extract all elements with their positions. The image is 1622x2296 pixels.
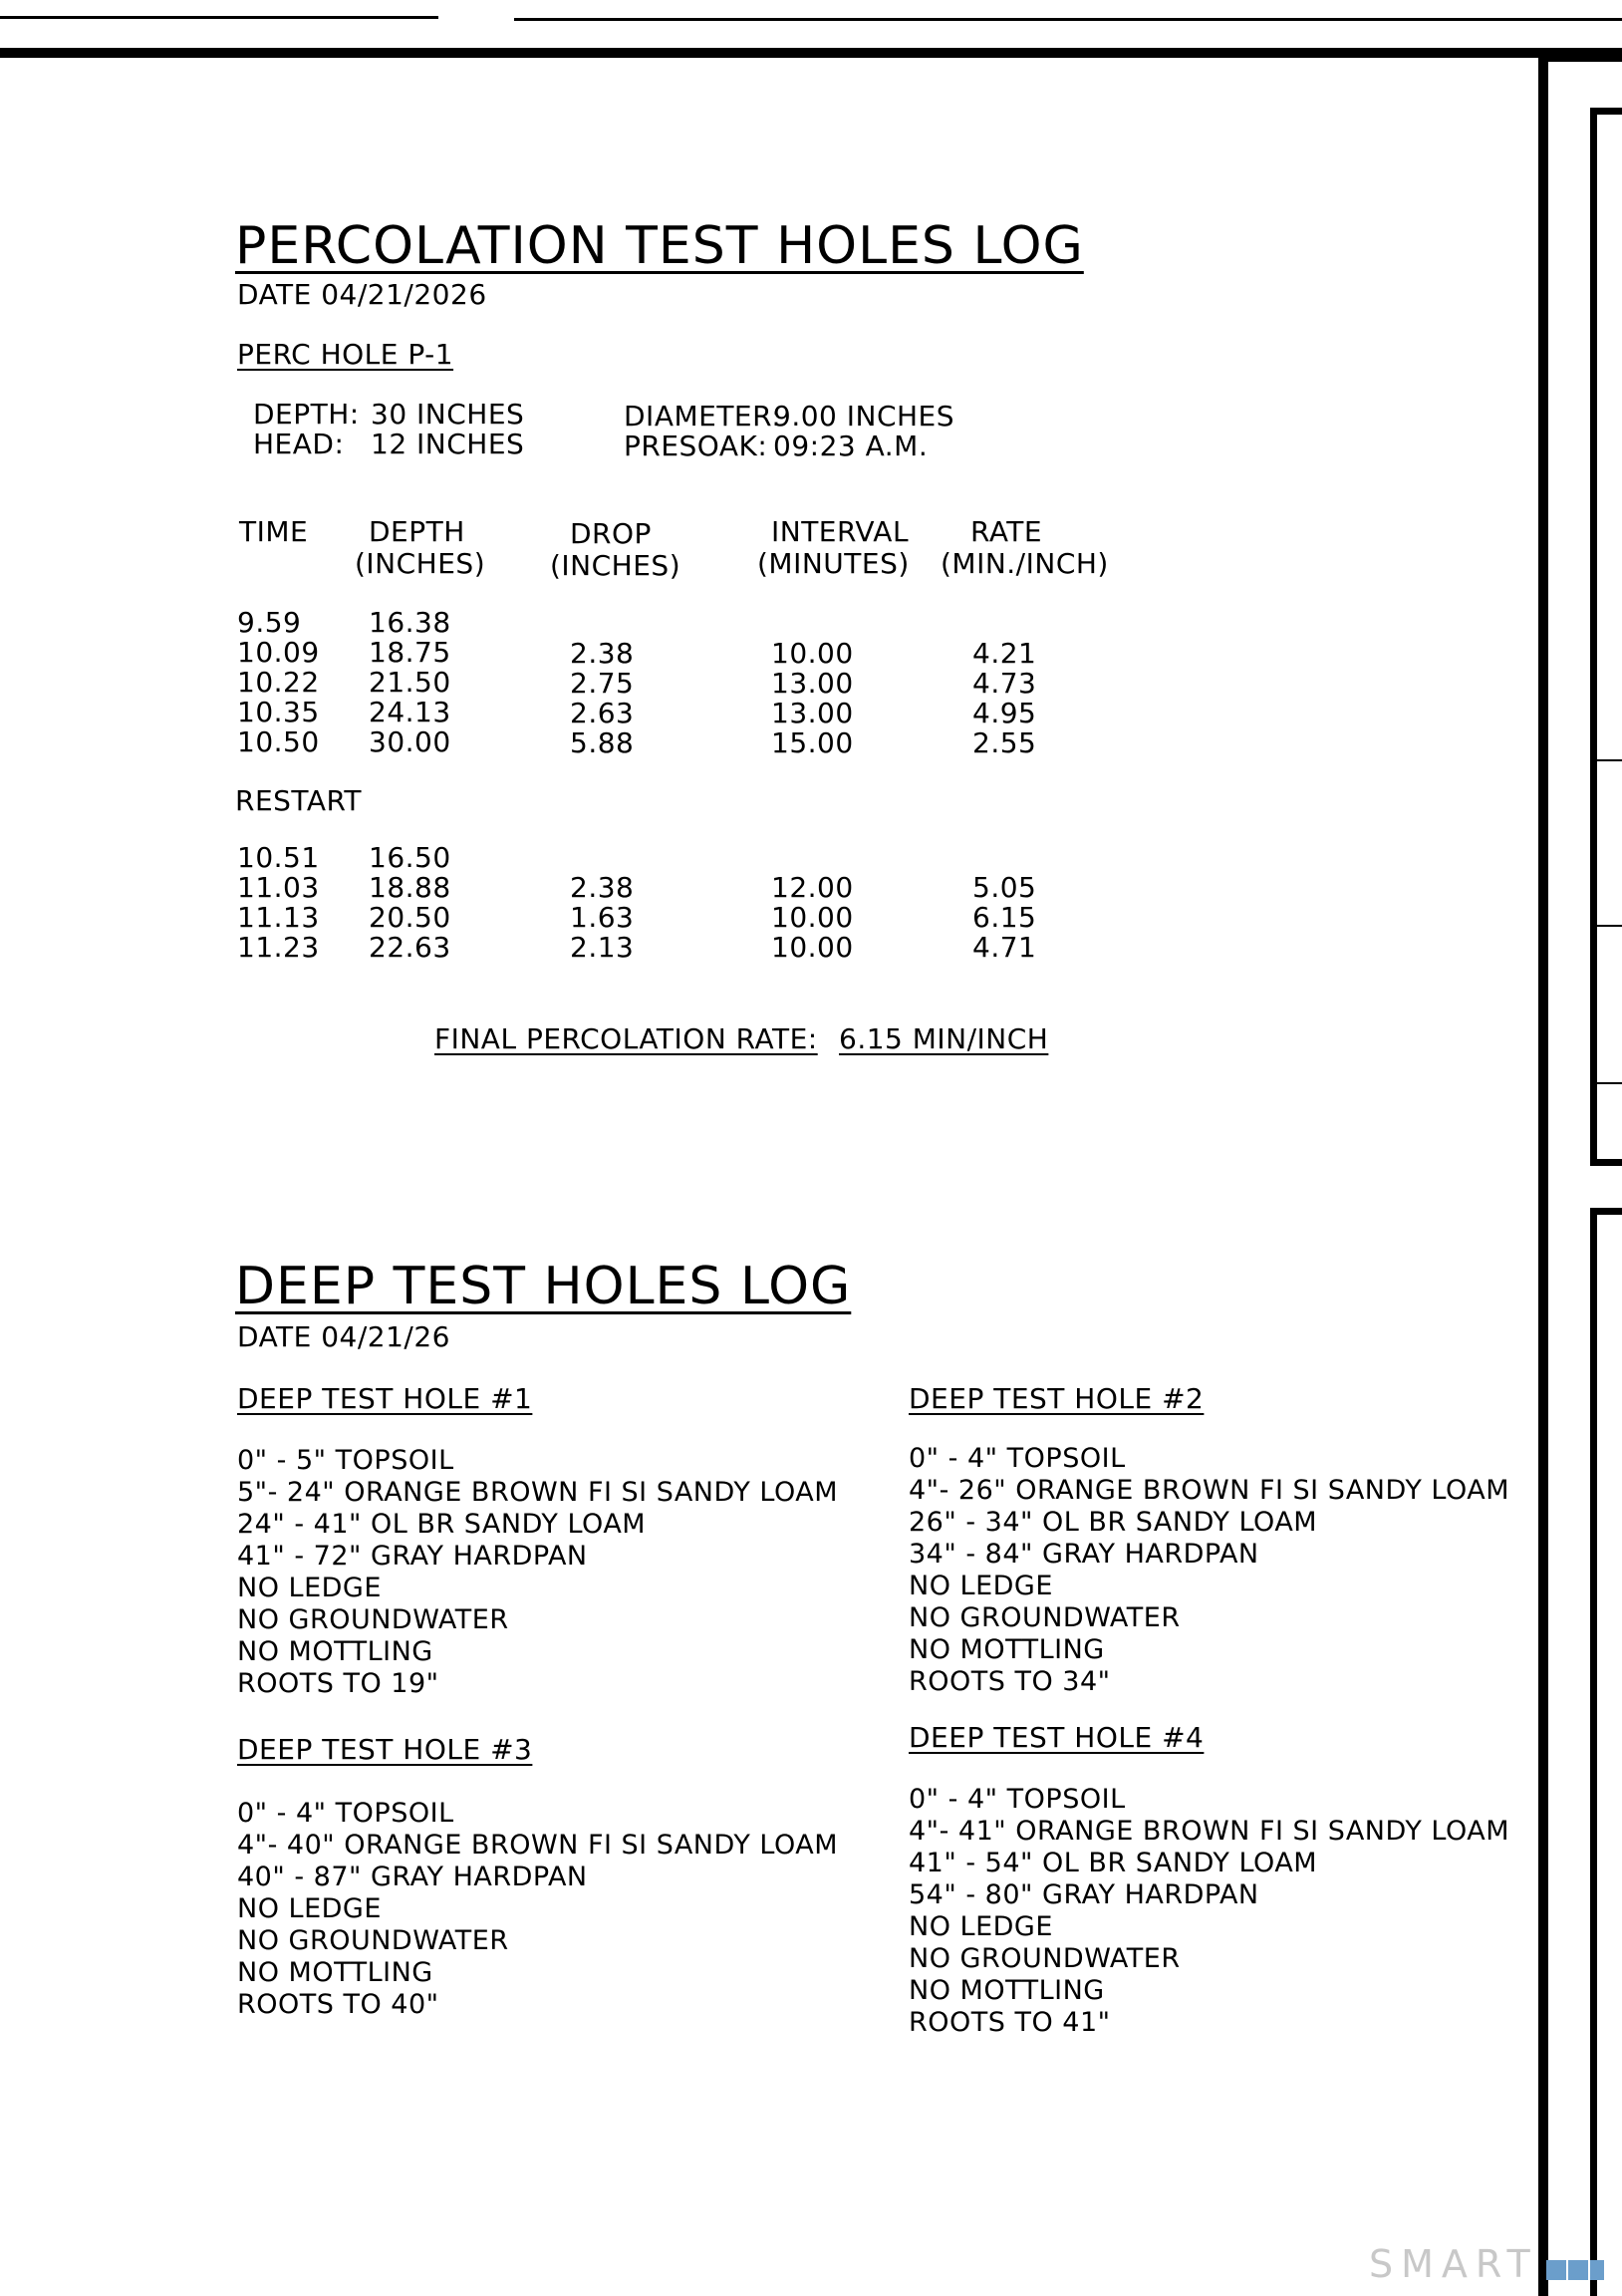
table-cell: 10.35 [237, 696, 320, 728]
perc-title: PERCOLATION TEST HOLES LOG [235, 216, 1084, 276]
table-cell: 2.63 [570, 697, 635, 729]
header-drop: DROP [570, 517, 652, 550]
readings-2-depth-col [369, 843, 451, 963]
top-short-rule-right [514, 18, 1622, 21]
table-cell: 4.71 [972, 931, 1037, 964]
deep-hole-1-title: DEEP TEST HOLE #1 [237, 1382, 533, 1415]
list-item: 0" - 4" TOPSOIL [909, 1443, 1126, 1474]
table-cell: 18.75 [369, 636, 451, 669]
table-cell: 10.00 [771, 637, 854, 670]
table-cell: 10.50 [237, 725, 320, 758]
list-item: ROOTS TO 34" [909, 1666, 1111, 1697]
table-cell [972, 843, 1036, 873]
table-cell: 9.59 [237, 606, 302, 639]
list-item: 40" - 87" GRAY HARDPAN [237, 1862, 588, 1892]
table-cell: 4.21 [972, 637, 1037, 670]
list-item: 26" - 34" OL BR SANDY LOAM [909, 1507, 1318, 1538]
table-cell: 10.00 [771, 901, 854, 934]
header-depth: DEPTH [369, 515, 465, 548]
head-value: 12 INCHES [371, 428, 525, 460]
right-border-rule [1538, 56, 1548, 2296]
table-cell: 4.73 [972, 667, 1037, 700]
presoak-label: PRESOAK: [624, 430, 768, 462]
table-cell [771, 843, 854, 873]
readings-1-time-col [237, 608, 320, 757]
deep-hole-3-title: DEEP TEST HOLE #3 [237, 1733, 533, 1766]
head-label: HEAD: [253, 428, 345, 460]
readings-1-depth-col [369, 608, 451, 757]
table-cell: 18.88 [369, 871, 451, 904]
list-item: NO GROUNDWATER [909, 1943, 1181, 1974]
list-item: 54" - 80" GRAY HARDPAN [909, 1879, 1259, 1910]
table-cell: 21.50 [369, 666, 451, 699]
watermark-logo-square-1 [1546, 2260, 1566, 2280]
table-cell: 11.13 [237, 901, 320, 934]
list-item: NO MOTTLING [237, 1957, 433, 1988]
table-cell: 2.55 [972, 726, 1037, 759]
table-cell: 10.09 [237, 636, 320, 669]
table-cell: 20.50 [369, 901, 451, 934]
watermark-logo-square-3 [1590, 2260, 1604, 2280]
list-item: NO MOTTLING [909, 1634, 1105, 1665]
list-item: NO MOTTLING [909, 1975, 1105, 2006]
table-cell: 13.00 [771, 697, 854, 729]
final-rate-value: 6.15 MIN/INCH [839, 1022, 1049, 1055]
readings-1-drop-col [570, 609, 634, 758]
table-cell [570, 609, 634, 639]
header-interval: INTERVAL [771, 515, 910, 548]
list-item: ROOTS TO 40" [237, 1989, 439, 2020]
table-cell: 15.00 [771, 726, 854, 759]
smart-mls-watermark: SMART [1369, 2242, 1538, 2286]
list-item: 0" - 4" TOPSOIL [909, 1784, 1126, 1815]
deep-hole-4-log [909, 1784, 1509, 2039]
watermark-logo-square-2 [1568, 2260, 1588, 2280]
title-block-bracket-1-side [1590, 108, 1597, 1166]
readings-2-drop-col [570, 843, 634, 963]
list-item: NO GROUNDWATER [237, 1604, 509, 1635]
list-item: 41" - 72" GRAY HARDPAN [237, 1541, 588, 1572]
restart-label: RESTART [235, 784, 363, 817]
top-border-rule [0, 48, 1622, 58]
list-item: NO MOTTLING [237, 1636, 433, 1667]
readings-1-interval-col [771, 609, 854, 758]
table-cell: 2.38 [570, 871, 635, 904]
table-cell: 4.95 [972, 697, 1037, 729]
header-depth-unit: (INCHES) [355, 547, 486, 580]
perc-hole-title: PERC HOLE P-1 [237, 338, 454, 371]
header-time: TIME [239, 515, 309, 548]
diameter-value: 9.00 INCHES [773, 400, 955, 432]
diameter-label: DIAMETER: [624, 400, 782, 432]
deep-hole-4-title: DEEP TEST HOLE #4 [909, 1721, 1205, 1754]
table-cell: 2.38 [570, 637, 635, 670]
table-cell: 10.22 [237, 666, 320, 699]
table-cell [570, 843, 634, 873]
table-cell: 13.00 [771, 667, 854, 700]
title-block-bracket-2-side [1590, 1208, 1597, 2296]
presoak-value: 09:23 A.M. [773, 430, 929, 462]
list-item: NO LEDGE [909, 1911, 1053, 1942]
header-rate-unit: (MIN./INCH) [941, 547, 1109, 580]
readings-2-time-col [237, 843, 320, 963]
list-item: 4"- 41" ORANGE BROWN FI SI SANDY LOAM [909, 1816, 1510, 1847]
table-cell: 10.00 [771, 931, 854, 964]
table-cell: 2.13 [570, 931, 635, 964]
table-cell: 5.05 [972, 871, 1037, 904]
readings-2-interval-col [771, 843, 854, 963]
list-item: NO LEDGE [909, 1571, 1053, 1601]
list-item: 34" - 84" GRAY HARDPAN [909, 1539, 1259, 1570]
table-cell: 16.50 [369, 841, 451, 874]
deep-hole-2-log [909, 1443, 1509, 1698]
header-drop-unit: (INCHES) [550, 549, 681, 582]
table-cell [771, 609, 854, 639]
table-cell: 30.00 [369, 725, 451, 758]
top-short-rule-left [0, 16, 438, 19]
title-block-bracket-1-bottom [1590, 1159, 1622, 1166]
table-cell: 5.88 [570, 726, 635, 759]
list-item: 41" - 54" OL BR SANDY LOAM [909, 1848, 1318, 1878]
depth-value: 30 INCHES [371, 398, 525, 430]
list-item: 0" - 4" TOPSOIL [237, 1798, 454, 1829]
list-item: NO GROUNDWATER [237, 1925, 509, 1956]
table-cell: 22.63 [369, 931, 451, 964]
deep-title: DEEP TEST HOLES LOG [235, 1257, 852, 1316]
list-item: NO LEDGE [237, 1893, 382, 1924]
list-item: 4"- 26" ORANGE BROWN FI SI SANDY LOAM [909, 1475, 1510, 1506]
deep-date: DATE 04/21/26 [237, 1320, 450, 1353]
depth-label: DEPTH: [253, 398, 360, 430]
readings-2-rate-col [972, 843, 1036, 963]
deep-hole-2-title: DEEP TEST HOLE #2 [909, 1382, 1205, 1415]
table-cell: 2.75 [570, 667, 635, 700]
table-cell: 11.23 [237, 931, 320, 964]
list-item: NO GROUNDWATER [909, 1602, 1181, 1633]
readings-1-rate-col [972, 609, 1036, 758]
header-rate: RATE [970, 515, 1043, 548]
table-cell: 1.63 [570, 901, 635, 934]
deep-hole-3-log [237, 1798, 838, 2021]
table-cell: 10.51 [237, 841, 320, 874]
table-cell: 24.13 [369, 696, 451, 728]
title-block-tick-2 [1596, 925, 1622, 927]
title-block-tick-3 [1596, 1082, 1622, 1084]
header-interval-unit: (MINUTES) [757, 547, 910, 580]
table-cell: 12.00 [771, 871, 854, 904]
table-cell: 11.03 [237, 871, 320, 904]
right-border-cap [1538, 56, 1622, 62]
table-cell: 16.38 [369, 606, 451, 639]
list-item: 24" - 41" OL BR SANDY LOAM [237, 1509, 647, 1540]
deep-hole-1-log [237, 1445, 838, 1700]
list-item: NO LEDGE [237, 1573, 382, 1603]
table-cell: 6.15 [972, 901, 1037, 934]
perc-date: DATE 04/21/2026 [237, 278, 487, 311]
list-item: ROOTS TO 19" [237, 1668, 439, 1699]
final-rate-label: FINAL PERCOLATION RATE: [434, 1022, 818, 1055]
title-block-tick-1 [1596, 759, 1622, 761]
list-item: 0" - 5" TOPSOIL [237, 1445, 454, 1476]
list-item: 4"- 40" ORANGE BROWN FI SI SANDY LOAM [237, 1830, 839, 1861]
list-item: 5"- 24" ORANGE BROWN FI SI SANDY LOAM [237, 1477, 839, 1508]
list-item: ROOTS TO 41" [909, 2007, 1111, 2038]
table-cell [972, 609, 1036, 639]
